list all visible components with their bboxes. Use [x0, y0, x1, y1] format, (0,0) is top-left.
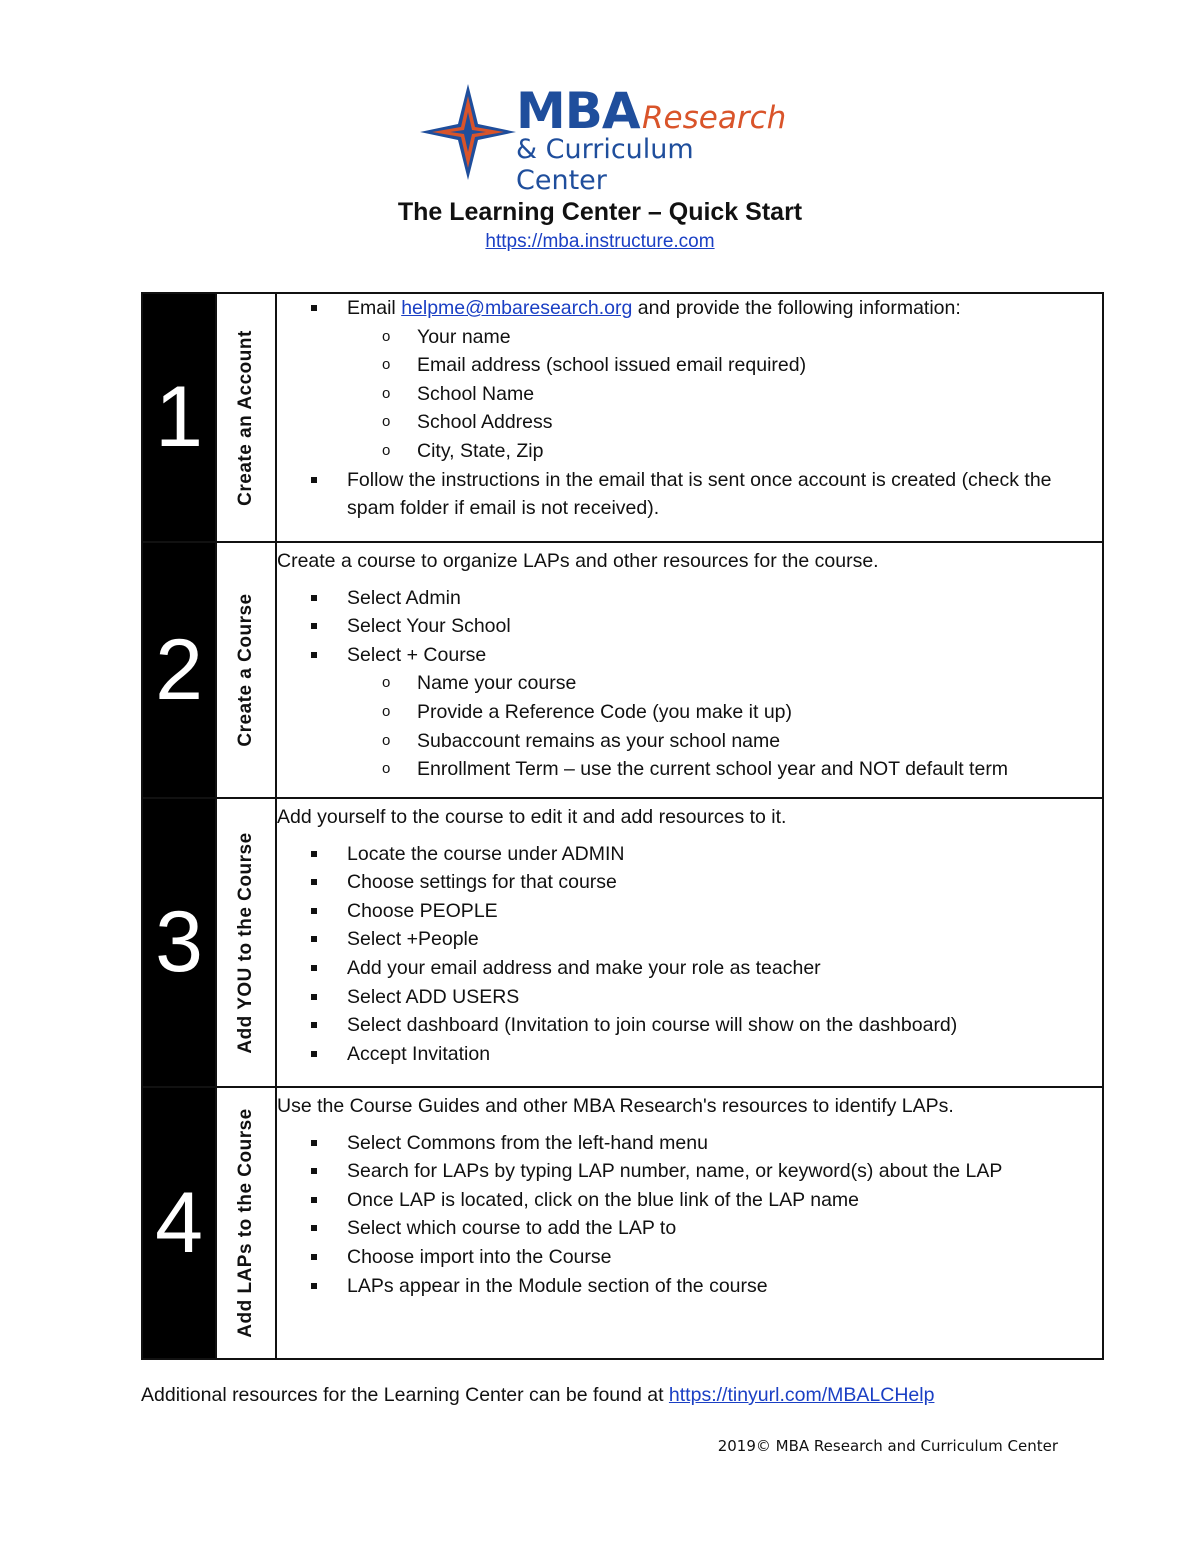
list-item: Email helpme@mbaresearch.org and provide the following information: o Your name o Email address (school issued email required) o School Name o School Address o City, State, Zip — [277, 294, 1102, 466]
mba-logo — [420, 82, 787, 196]
step-row-1 — [142, 293, 1103, 542]
list-item: Add your email address and make your role as teacher — [277, 954, 1102, 983]
site-url-link[interactable]: https://mba.instructure.com — [485, 231, 715, 252]
list-item: Locate the course under ADMIN — [277, 840, 1102, 869]
step-row-3 — [142, 798, 1103, 1087]
step-content — [276, 798, 1103, 1087]
step-label: Add YOU to the Course — [235, 831, 256, 1054]
list-item: Choose import into the Course — [277, 1243, 1102, 1272]
copyright-text: 2019© MBA Research and Curriculum Center — [717, 1437, 1058, 1455]
sub-list-item: o Subaccount remains as your school name — [277, 727, 1102, 756]
step-intro: Create a course to organize LAPs and other resources for the course. — [277, 550, 879, 572]
list-item: Follow the instructions in the email that is sent once account is created (check the spam folder if email is not received). — [277, 466, 1102, 523]
list-item: Choose settings for that course — [277, 868, 1102, 897]
list-item: Select Admin — [277, 584, 1102, 613]
list-item: Once LAP is located, click on the blue link of the LAP name — [277, 1186, 1102, 1215]
footer-text: Additional resources for the Learning Center can be found at https://tinyurl.com/MBALCHelp — [141, 1384, 935, 1406]
step-number: 1 — [142, 293, 216, 542]
logo-center-text: & Curriculum Center — [516, 134, 694, 196]
email-link[interactable]: helpme@mbaresearch.org — [401, 297, 633, 319]
sub-list-item: o Name your course — [277, 669, 1102, 698]
sub-list-item: o Your name — [277, 323, 1102, 352]
list-item: LAPs appear in the Module section of the course — [277, 1272, 1102, 1301]
sub-list-item: o Provide a Reference Code (you make it up) — [277, 698, 1102, 727]
list-item: Select + Course o Name your course o Provide a Reference Code (you make it up) o Subaccount remains as your school name o Enrollment Term – use the current school year and NOT default term — [277, 641, 1102, 784]
step-number: 3 — [142, 798, 216, 1087]
list-item: Select Commons from the left-hand menu — [277, 1129, 1102, 1158]
list-item: Select which course to add the LAP to — [277, 1214, 1102, 1243]
step-intro: Add yourself to the course to edit it and add resources to it. — [277, 806, 787, 828]
step-row-2 — [142, 542, 1103, 798]
step-label: Add LAPs to the Course — [235, 1108, 256, 1338]
sub-list-item: o City, State, Zip — [277, 437, 1102, 466]
sub-list-item: o Email address (school issued email required) — [277, 351, 1102, 380]
logo-mba-text: MBA — [516, 82, 640, 140]
step-label: Create an Account — [235, 329, 256, 506]
list-item: Search for LAPs by typing LAP number, name, or keyword(s) about the LAP — [277, 1157, 1102, 1186]
list-item: Select Your School — [277, 612, 1102, 641]
step-number: 4 — [142, 1087, 216, 1359]
step-number: 2 — [142, 542, 216, 798]
list-item: Accept Invitation — [277, 1040, 1102, 1069]
compass-star-icon — [420, 82, 516, 182]
sub-list-item: o School Name — [277, 380, 1102, 409]
step-row-4 — [142, 1087, 1103, 1359]
list-item: Select dashboard (Invitation to join course will show on the dashboard) — [277, 1011, 1102, 1040]
list-item: Select +People — [277, 925, 1102, 954]
page-title: The Learning Center – Quick Start — [397, 198, 803, 226]
logo-research-text: Research — [642, 100, 787, 136]
steps-table — [141, 292, 1104, 1360]
step-content — [276, 542, 1103, 798]
step-label: Create a Course — [235, 593, 256, 747]
help-link[interactable]: https://tinyurl.com/MBALCHelp — [668, 1384, 935, 1406]
list-item: Select ADD USERS — [277, 983, 1102, 1012]
step-intro: Use the Course Guides and other MBA Research's resources to identify LAPs. — [277, 1095, 954, 1117]
step-content — [276, 293, 1103, 542]
list-item: Choose PEOPLE — [277, 897, 1102, 926]
sub-list-item: o Enrollment Term – use the current school year and NOT default term — [277, 755, 1102, 784]
step-content — [276, 1087, 1103, 1359]
sub-list-item: o School Address — [277, 408, 1102, 437]
